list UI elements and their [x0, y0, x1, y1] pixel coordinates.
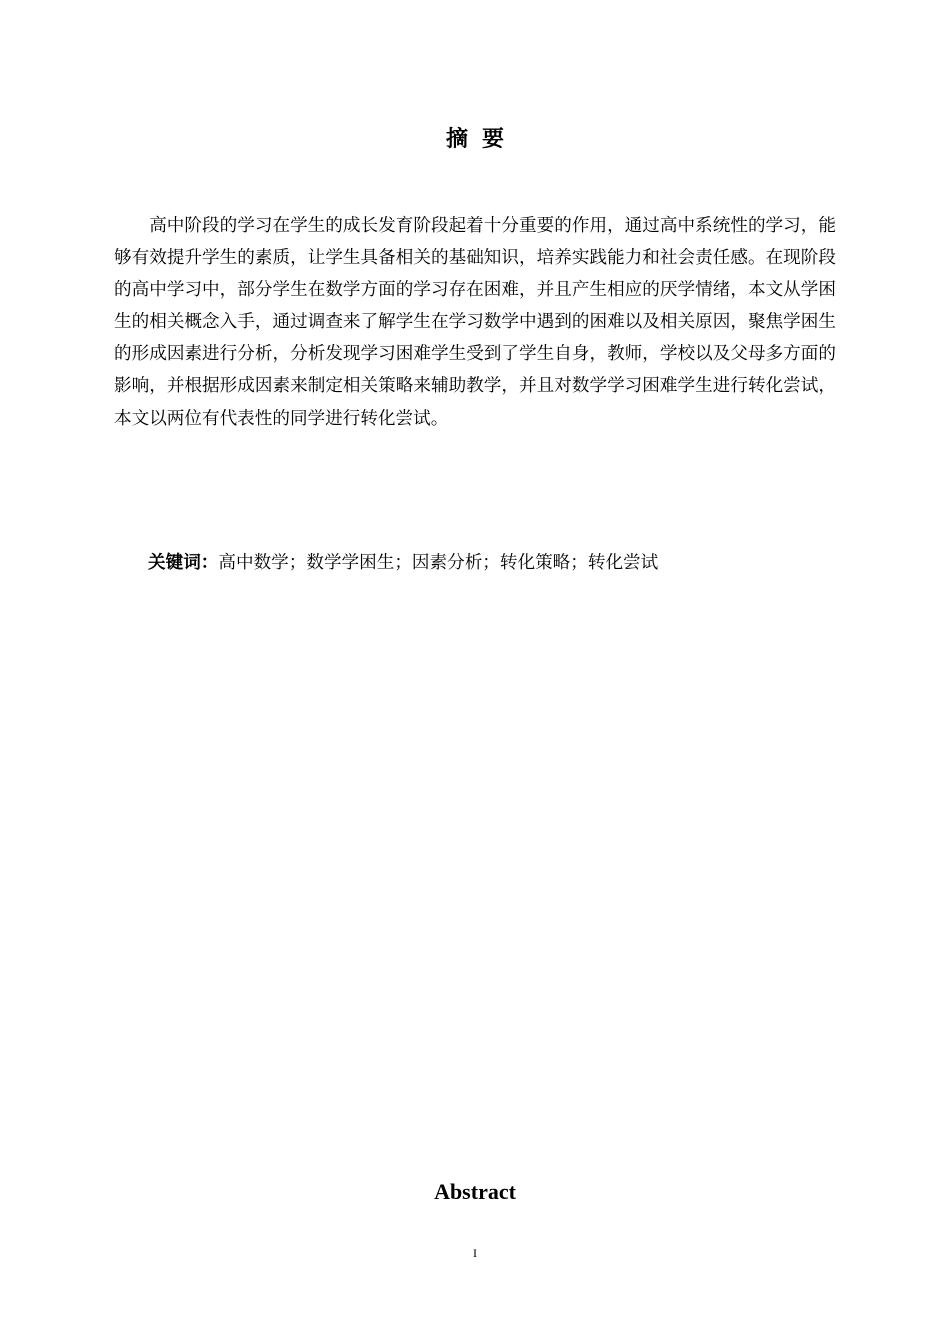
abstract-title-cn: 摘要: [445, 127, 518, 152]
keywords-line: [148, 547, 848, 579]
keywords-label: 关键词：: [148, 553, 219, 573]
page-number: I: [473, 1246, 477, 1260]
abstract-title-en: Abstract: [434, 1179, 516, 1204]
abstract-body-cn: 高中阶段的学习在学生的成长发育阶段起着十分重要的作用，通过高中系统性的学习，能够有效提升学生的素质，让学生具备相关的基础知识，培养实践能力和社会责任感。在现阶段的高中学习中，部分学生在数学方面的学习存在困难，并且产生相应的厌学情绪，本文从学困生的相关概念入手，通过调查来了解学生在学习数学中遇到的困难以及相关原因，聚焦学困生的形成因素进行分析，分析发现学习困难学生受到了学生自身，教师，学校以及父母多方面的影响，并根据形成因素来制定相关策略来辅助教学，并且对数学学习困难学生进行转化尝试，本文以两位有代表性的同学进行转化尝试。: [114, 216, 836, 429]
keywords-text: 高中数学；数学学困生；因素分析；转化策略；转化尝试: [218, 553, 659, 573]
